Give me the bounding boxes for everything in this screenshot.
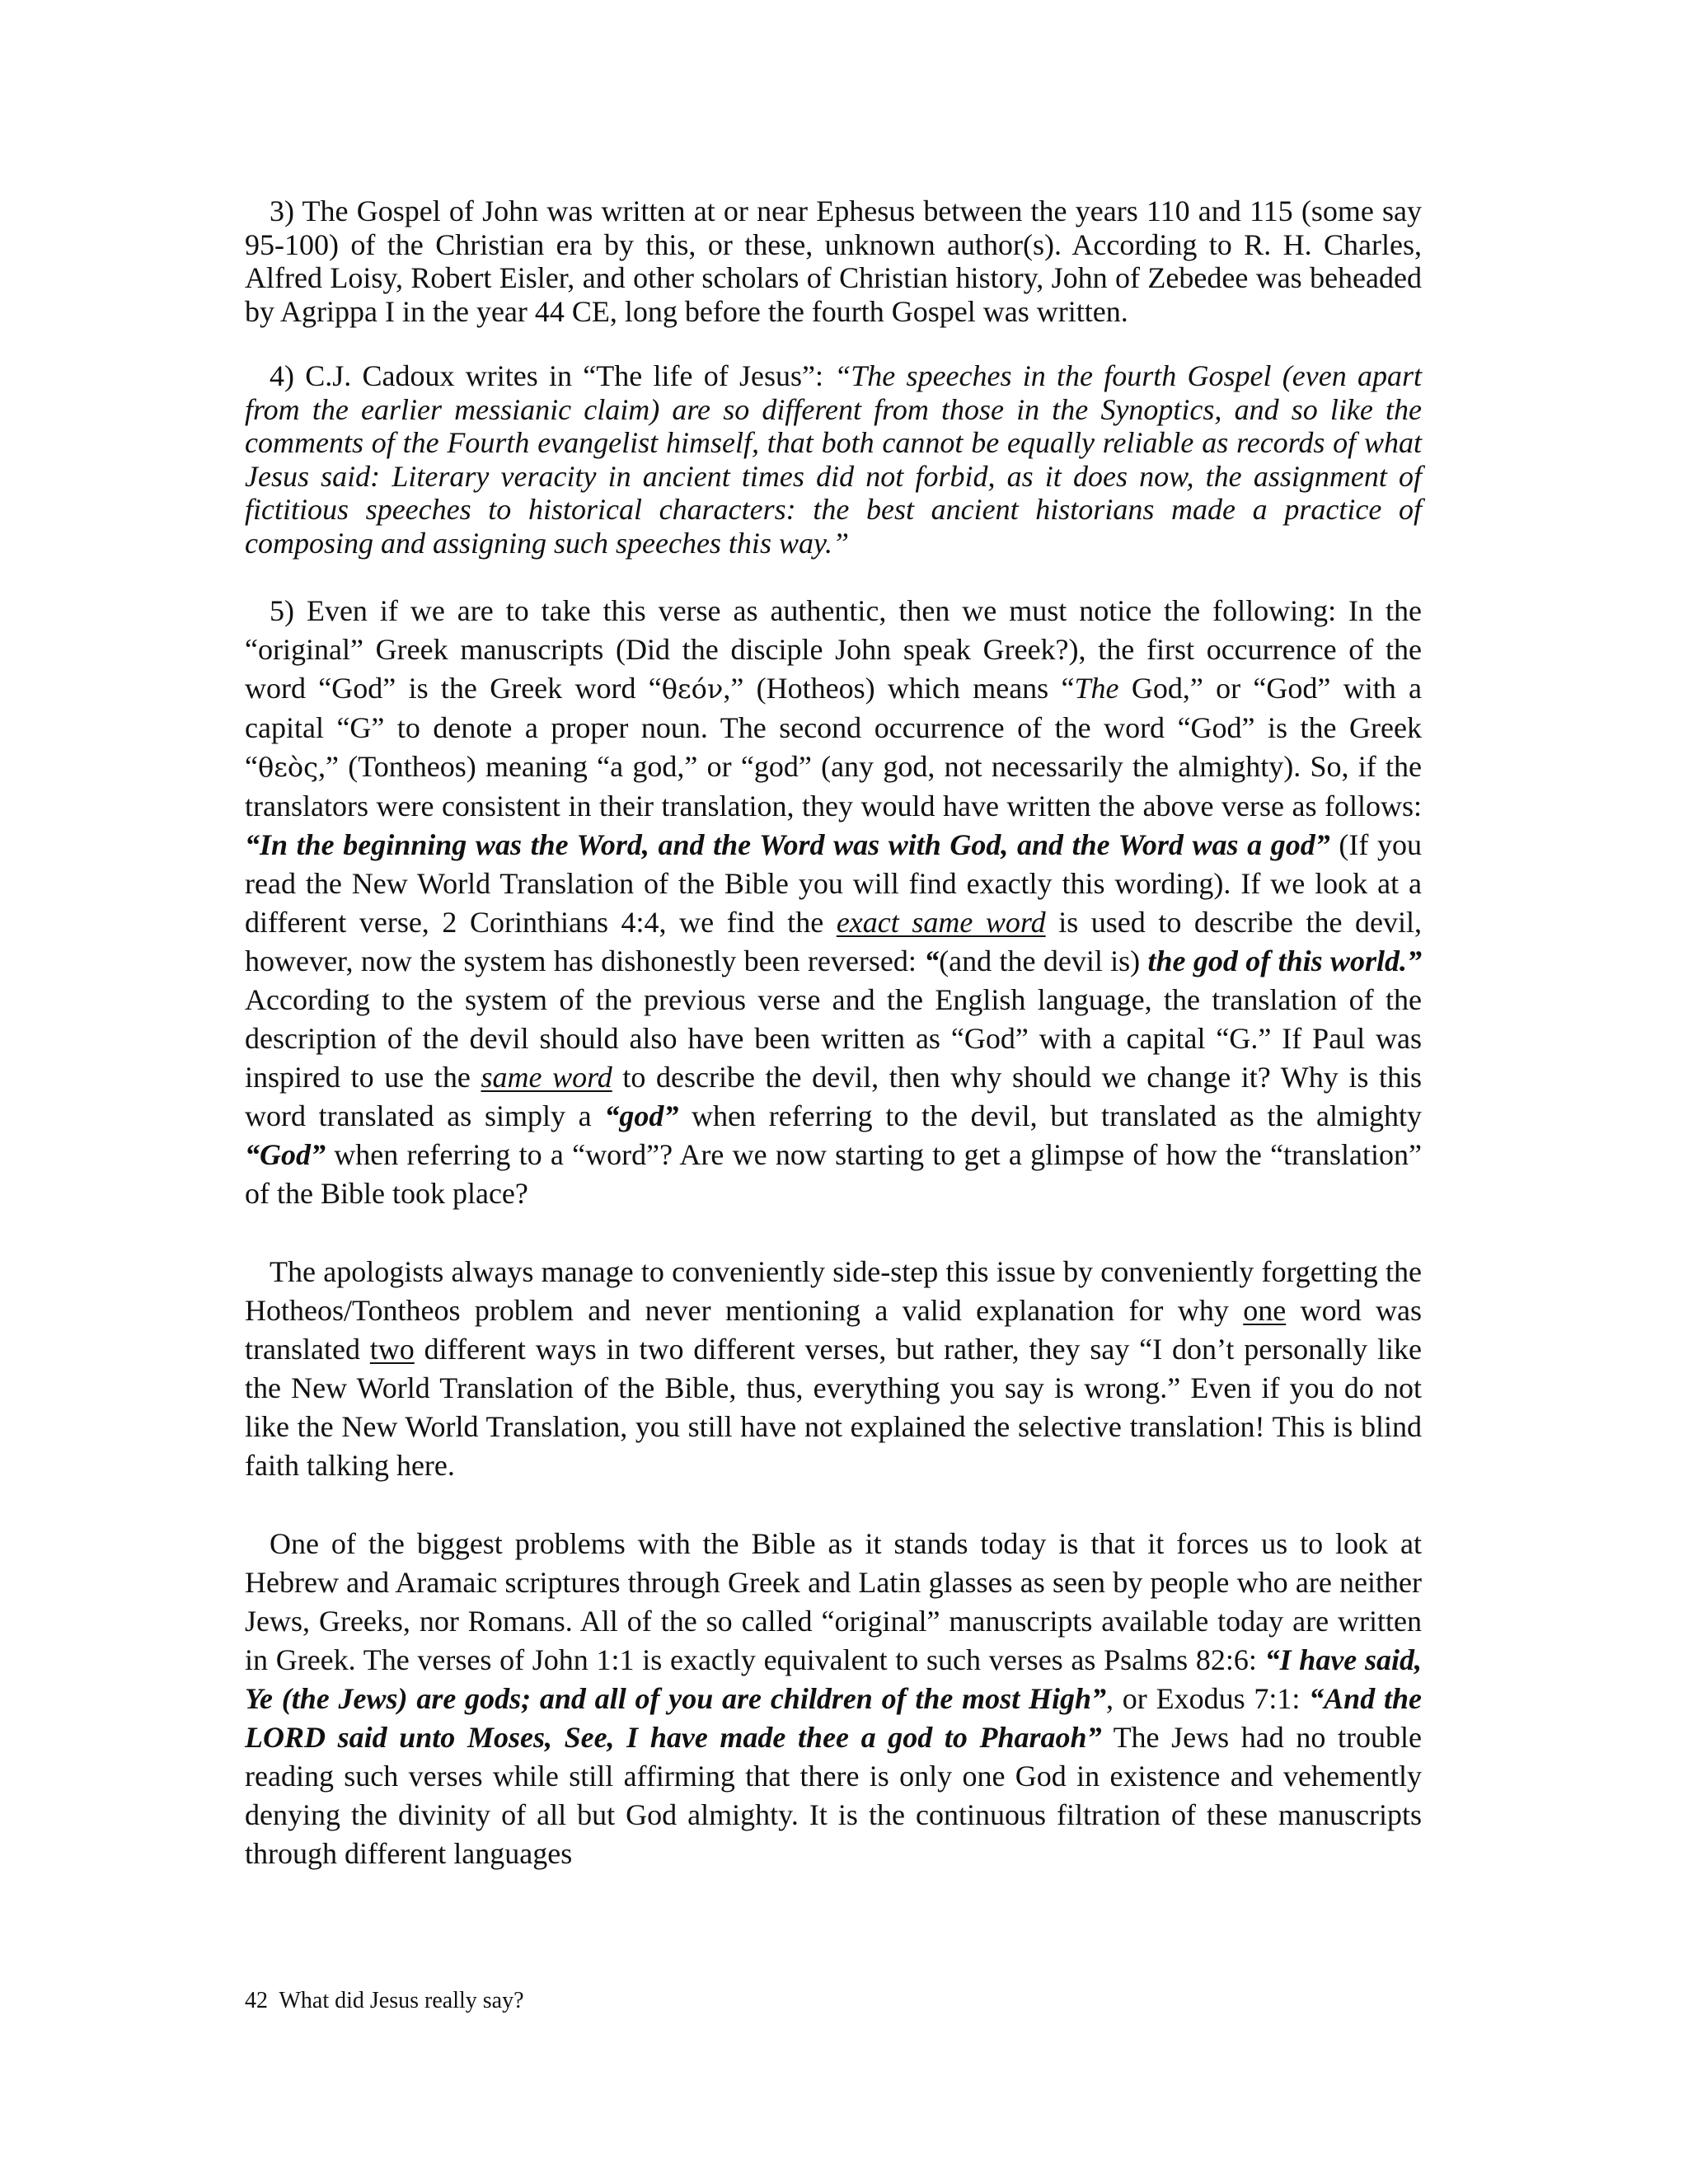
text-run: different ways in two different verses, but rather, they say “I don’t personally like the New World Translation of the Bible, thus, everything you say is wrong.” Even if you do not like the New World Translation, you still have not explained the selective translation! This is blind faith talking here. <box>245 1333 1422 1482</box>
verse-quote-corinthians: the god of this world.” <box>1147 944 1422 977</box>
text-run: , or Exodus 7:1: <box>1106 1682 1310 1715</box>
text-run: The Jews had no trouble reading such verses while still affirming that there is only one God in existence and vehemently denying the divinity of all but God almighty. It is the continuous filtration of these manuscripts through different languages <box>245 1721 1423 1870</box>
underlined-exact-same-word: exact same word <box>836 906 1046 939</box>
page-footer <box>245 1988 524 2014</box>
text-run: is used to describe the devil, however, now the system has dishonestly been reversed: <box>245 906 1422 977</box>
paragraph-cadoux-quote <box>245 359 1422 560</box>
paragraph-translation-problems <box>245 1525 1422 1873</box>
greek-word-theon: θεόν <box>661 673 724 705</box>
text-run: (If you read the New World Translation of the Bible you will find exactly this wording). If we look at a different verse, 2 Corinthians 4:4, we find the <box>245 828 1422 939</box>
paragraph-text: 3) The Gospel of John was written at or near Ephesus between the years 110 and 115 (some say 95-100) of the Christian era by this, or these, unknown author(s). According to R. H. Charles, Alfred Loisy, Robert Eisler, and other scholars of Christian history, John of Zebedee was beheaded by Agrippa I in the year 44 CE, long before the fourth Gospel was written. <box>245 194 1422 328</box>
text-run: According to the system of the previous verse and the English language, the translation of the description of the devil should also have been written as “God” with a capital “G.” If Paul was inspired to use the <box>245 983 1422 1094</box>
text-run: One of the biggest problems with the Bible as it stands today is that it forces us to look at Hebrew and Aramaic scriptures through Greek and Latin glasses as seen by people who are neither Jews, Greeks, nor Romans. All of the so called “original” manuscripts available today are written in Greek. The verses of John 1:1 is exactly equivalent to such verses as Psalms 82:6: <box>245 1527 1422 1676</box>
text-run: The apologists always manage to conveniently side-step this issue by conveniently forgetting the Hotheos/Tontheos problem and never mentioning a valid explanation for why <box>245 1255 1422 1327</box>
text-run: when referring to the devil, but translated as the almighty <box>678 1099 1422 1132</box>
text-run: ,” (Hotheos) which means “ <box>723 672 1075 705</box>
text-run: to describe the devil, then why should we change it? Why is this word translated as simply a <box>245 1061 1423 1132</box>
text-run: when referring to a “word”? Are we now starting to get a glimpse of how the “translation” of the Bible took place? <box>245 1138 1422 1210</box>
paragraph-greek-analysis <box>245 592 1422 1213</box>
underlined-two: two <box>369 1333 415 1366</box>
page-body <box>245 194 1422 1873</box>
verse-quote-exodus: “And the LORD said unto Moses, See, I have made thee a god to Pharaoh” <box>245 1682 1422 1754</box>
page-number: 42 <box>245 1988 268 2013</box>
text-run: God,” or “God” with a capital “G” to denote a proper noun. The second occurrence of the word “God” is the Greek “ <box>245 672 1423 783</box>
verse-quote-john: “In the beginning was the Word, and the Word was with God, and the Word was a god” <box>245 828 1330 861</box>
emphasis-god-lowercase: “god” <box>604 1099 679 1132</box>
paragraph-john-authorship <box>245 194 1422 328</box>
paragraph-lead: 4) C.J. Cadoux writes in “The life of Jesus”: <box>270 359 835 392</box>
emphasis-god-capital: “God” <box>245 1138 326 1171</box>
verse-quote-psalms: “I have said, Ye (the Jews) are gods; and all of you are children of the most High” <box>245 1643 1423 1715</box>
cadoux-quote: “The speeches in the fourth Gospel (even apart from the earlier messianic claim) are so different from those in the Synoptics, and so like the comments of the Fourth evangelist himself, that both cannot be equally reliable as records of what Jesus said: Literary veracity in ancient times did not forbid, as it does now, the assignment of fictitious speeches to historical characters: the best ancient historians made a practice of composing and assigning such speeches this way.” <box>245 359 1422 560</box>
underlined-one: one <box>1243 1294 1287 1327</box>
text-run: ,” (Tontheos) meaning “a god,” or “god” (any god, not necessarily the almighty). So, if the translators were consistent in their translation, they would have written the above verse as follows: <box>245 750 1422 823</box>
text-run: (and the devil is) <box>939 944 1148 977</box>
greek-word-theos: θεὸς <box>257 752 319 783</box>
quote-open-mark: “ <box>924 944 940 977</box>
paragraph-apologists <box>245 1253 1422 1485</box>
book-title: What did Jesus really say? <box>279 1988 524 2013</box>
emphasis-the: The <box>1074 672 1119 705</box>
text-run: 5) Even if we are to take this verse as authentic, then we must notice the following: In the “original” Greek manuscripts (Did the disciple John speak Greek?), the first occurrence of the word “God” is the Greek word “ <box>245 594 1422 705</box>
text-run: word was translated <box>245 1294 1422 1366</box>
underlined-same-word: same word <box>481 1061 612 1094</box>
